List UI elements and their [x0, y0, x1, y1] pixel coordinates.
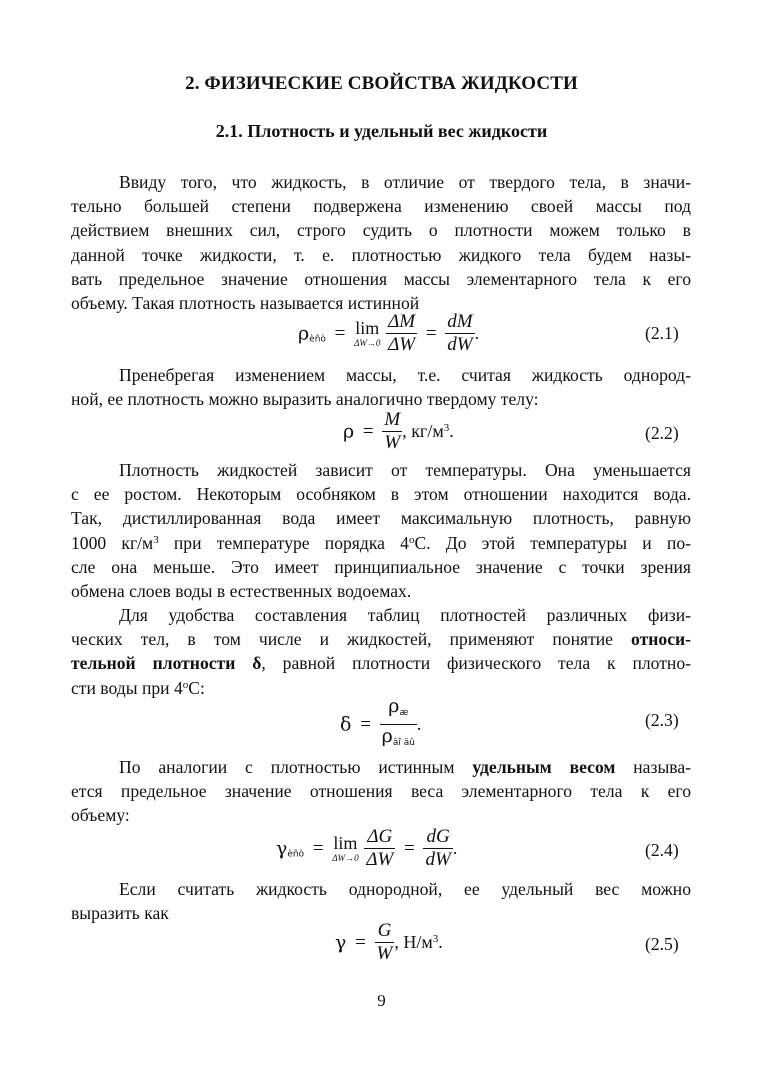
- text-line: ческих тел, в том числе и жидкостей, применяют понятие относи-: [71, 629, 691, 650]
- rho-symbol: ρ: [343, 420, 355, 443]
- subscript: èñò: [309, 334, 326, 345]
- equation-number: (2.5): [645, 934, 679, 954]
- equation-2-4: $\gamma_{èñò}$ = lim ΔW→0 $\frac{\Delta G}{\Delta W}$ = $\frac{dG}{dW}$ .: [276, 826, 458, 870]
- text-line: тельной плотности δ, равной плотности физического тела к плотно-: [71, 653, 691, 674]
- equation-number: (2.2): [645, 423, 679, 443]
- limit: lim ΔW→0: [354, 317, 381, 348]
- fraction: $\frac{\Delta M}{\Delta W}$: [388, 311, 416, 355]
- equals-sign: =: [362, 420, 374, 442]
- equals-sign: =: [312, 837, 324, 859]
- fraction: $\frac{dG}{dW}$: [425, 826, 451, 870]
- subscript: èñò: [287, 849, 305, 860]
- text-line: ной, ее плотность можно выразить аналогично твердому телу:: [71, 389, 539, 410]
- equation-2-5: γ = $\frac{G}{W}$ , $Н/м^3$.: [335, 920, 443, 964]
- equals-sign: =: [425, 322, 437, 344]
- equals-sign: =: [360, 713, 371, 735]
- text-line: с ее ростом. Некоторым особняком в этом отношении находится вода.: [71, 484, 691, 505]
- paragraph-3: [71, 458, 691, 603]
- text-line: действием внешних сил, строго судить о плотности можем только в: [71, 220, 691, 241]
- paragraph-2: [71, 363, 691, 411]
- text-line: тельно большей степени подвержена изменению своей массы под: [71, 196, 691, 217]
- equation-number: (2.3): [645, 710, 679, 730]
- text-line: выразить как: [71, 903, 169, 924]
- units: , кг/м: [402, 421, 444, 441]
- fraction: $\frac{G}{W}$: [376, 920, 393, 964]
- text-line: ется предельное значение отношения веса элементарного тела к его: [71, 781, 691, 802]
- text-line: данной точке жидкости, т. е. плотностью жидкого тела будем назы-: [71, 244, 691, 265]
- units: , Н/м: [394, 932, 433, 952]
- text-line: сле она меньше. Это имеет принципиальное значение с точки зрения: [71, 556, 691, 577]
- text-line: Для удобства составления таблиц плотностей различных физи-: [119, 605, 691, 625]
- text-line: объему. Такая плотность называется истинной: [71, 292, 420, 313]
- text-line: Ввиду того, что жидкость, в отличие от твердого тела, в значи-: [119, 172, 691, 192]
- paragraph-1: [71, 170, 691, 315]
- text-line: Плотность жидкостей зависит от температуры. Она уменьшается: [119, 460, 691, 480]
- fraction: $\frac{M}{W}$: [384, 409, 401, 453]
- page-number: 9: [377, 991, 386, 1010]
- rho-symbol: ρ: [298, 322, 310, 345]
- equals-sign: =: [334, 322, 346, 344]
- gamma-symbol: γ: [335, 931, 347, 954]
- fraction: $\frac{\Delta G}{\Delta W}$: [366, 826, 394, 870]
- chapter-heading: 2. ФИЗИЧЕСКИЕ СВОЙСТВА ЖИДКОСТИ: [185, 73, 578, 94]
- equation-2-3: δ = $\frac{\rho_æ}{\rho_{âî äû}}$ .: [340, 695, 421, 754]
- gamma-symbol: γ: [276, 837, 288, 860]
- paragraph-4: [71, 603, 691, 700]
- text-line: Пренебрегая изменением массы, т.е. считая жидкость однород-: [119, 365, 691, 385]
- text-line: объему:: [71, 805, 130, 826]
- equation-2-1: $\rho_{èñò}$ = lim ΔW→0 $\frac{\Delta M}{\Delta W}$ = $\frac{dM}{dW}$ .: [298, 311, 480, 355]
- equals-sign: =: [404, 837, 415, 859]
- section-heading: 2.1. Плотность и удельный вес жидкости: [215, 121, 548, 141]
- equals-sign: =: [355, 931, 366, 953]
- fraction: $\frac{\rho_æ}{\rho_{âî äû}}$: [381, 695, 415, 748]
- equation-number: (2.1): [645, 323, 679, 343]
- text-line: 1000 $кг/м^3$ при температуре порядка $4^оС$. До этой температуры и по-: [71, 532, 691, 553]
- equation-number: (2.4): [645, 840, 679, 860]
- text-line: Так, дистиллированная вода имеет максимальную плотность, равную: [71, 508, 691, 529]
- fraction: $\frac{dM}{dW}$: [447, 311, 473, 355]
- text-line: Если считать жидкость однородной, ее удельный вес можно: [119, 879, 691, 899]
- text-line: По аналогии с плотностью истинным удельным весом называ-: [119, 757, 692, 777]
- text-line: сти воды при $4^оС$:: [71, 677, 205, 698]
- limit: lim ΔW→0: [332, 832, 359, 863]
- equation-2-2: ρ = $\frac{M}{W}$ , $кг/м^3$.: [343, 409, 454, 453]
- text-line: вать предельное значение отношения массы элементарного тела к его: [71, 268, 691, 289]
- text-line: обмена слоев воды в естественных водоемах.: [71, 580, 412, 601]
- delta-symbol: δ: [340, 713, 352, 736]
- paragraph-6: [71, 877, 691, 925]
- paragraph-5: [71, 755, 691, 828]
